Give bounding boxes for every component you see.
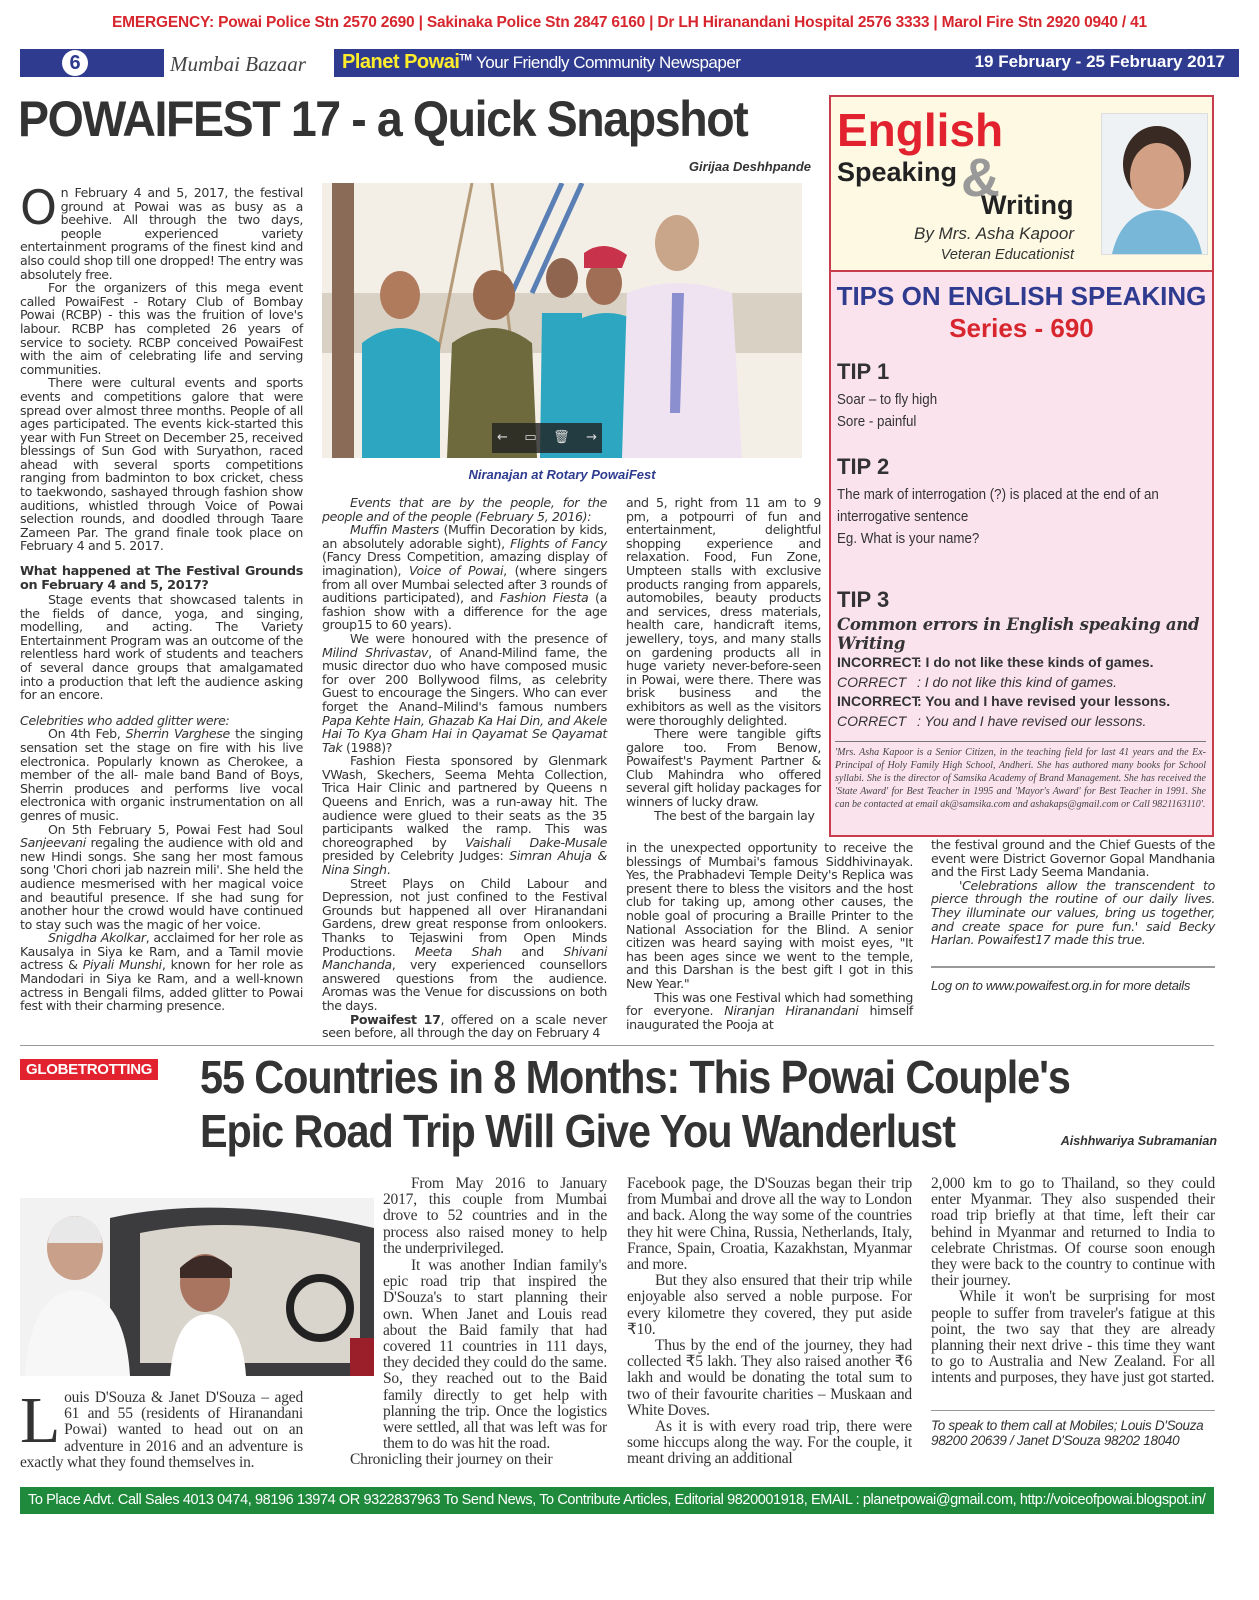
photo-caption: Niranajan at Rotary PowaiFest <box>468 467 656 482</box>
dropcap: O <box>20 181 57 236</box>
paragraph: There were tangible gifts galore too. From Benow, Powaifest's Payment Partner & Club Mahindra who offered several gift holiday packages for winners of lucky draw. <box>626 726 821 810</box>
paragraph: There were cultural events and sports events and competitions galore that were spread over almost three months. People of all ages participated. The events kick-started this year with Fun Street on December 25, received blessings of Sun God with Suryathon, raced ahead with several sports competitions ranging from badminton to box cricket, chess to taekwondo, sashayed through fashion show auditions, whistled through Voice of Powai selection rounds, and doodled through Taare Zameen Par. The grand finale took place on February 4 and 5. 2017. <box>20 375 303 554</box>
article2-column-4 <box>931 1176 1215 1387</box>
text: , (where singers from all over Mumbai selected after 3 rounds of auditions participated), and <box>322 562 607 606</box>
tip-3 <box>837 587 1207 731</box>
tip-subheading: Common errors in English speaking and Writing <box>837 615 1200 653</box>
paragraph: Thus by the end of the journey, they had collected ₹5 lakh. They also raised another ₹6 lakh and would be donating the total sum to two of their favourite charities – Muskaan and White Doves. <box>627 1337 912 1419</box>
paragraph: in the unexpected opportunity to receive the blessings of Mumbai's famous Siddhivinayak. Yes, the Prabhadevi Temple Deity's Replica was present there to bless the visitors and the host club for taking up, among other causes, the noble goal of procuring a Braille Printer to the National Association for the Blind. A senior citizen was heard saying with moist eyes, "It has been ages since we went to the temple, and this Darshan is the best gift I got in this New Year." <box>626 840 913 991</box>
paragraph: Stage events that showcased talents in the fields of dance, yoga, and singing, modelling, and acting. The Variety Entertainment Program was an outcome of the relentless hard work of students and teachers of several dance groups that amalgamated into a production that left the audience asking for an encore. <box>20 592 303 703</box>
text: regaling the audience with old and new Hindi songs. She sang her most famous song 'Chori chori jab nazrein mili'. She held the audience mesmerised with her magical voice and beautiful presence. If she had sung for another hour the crowd would have continued to stay such was the magic of her voice. <box>20 835 303 932</box>
text: (1988)? <box>342 739 393 755</box>
row-label: INCORRECT <box>837 693 921 709</box>
row-label: CORRECT <box>837 673 907 690</box>
section-tag: GLOBETROTTING <box>20 1059 158 1080</box>
text: (Fancy Dress Competition, amazing display of imagination), <box>322 549 607 578</box>
paragraph: But they also ensured that their trip while enjoyable also served a noble purpose. For every kilometre they covered, they put aside ₹10. <box>627 1272 912 1338</box>
row-text: : You and I have revised your lessons. <box>917 693 1171 709</box>
footer-advert-bar: To Place Advt. Call Sales 4013 0474, 98196 13974 OR 9322837963 To Send News, To Contribute Articles, Editorial 9820001918, EMAIL : planetpowai@gmail.com, http://voiceofpowai.blogspot.in/ <box>20 1487 1214 1514</box>
tip-line: interrogative sentence <box>837 509 969 525</box>
brand-bar <box>334 49 1239 77</box>
english-box-header <box>831 97 1212 272</box>
couple-car-illustration <box>20 1198 374 1376</box>
brand-logo <box>342 51 471 74</box>
tip-line: Eg. What is your name? <box>837 531 980 547</box>
text: himself inaugurated the Pooja at <box>626 1003 913 1032</box>
contact-info: To speak to them call at Mobiles; Louis D'Souza 98200 20639 / Janet D'Souza 98202 18040 <box>931 1418 1204 1448</box>
event-name: Voice of Powai <box>408 562 504 578</box>
text: We were honoured with the presence of <box>350 630 607 646</box>
ampersand: & <box>961 148 1000 208</box>
paragraph <box>322 754 607 876</box>
article1-column-1 <box>20 181 304 1014</box>
article2-headline <box>200 1050 1070 1158</box>
text: and <box>501 943 564 959</box>
english-tips-box <box>829 95 1214 837</box>
paragraph: Chronicling their journey on their <box>350 1451 553 1469</box>
person-name: Shivani Manchanda <box>322 943 607 973</box>
text: . <box>386 862 391 878</box>
song-names: Papa Kehte Hain, Ghazab Ka Hai Din, and Akele Hai To Kya Gham Hai in Qayamat Se Qayamat Tak <box>322 712 607 755</box>
divider <box>931 1410 1215 1411</box>
celebrities-intro: Celebrities who added glitter were: <box>20 712 230 728</box>
english-title: English <box>837 104 1004 156</box>
paragraph <box>20 727 303 822</box>
paragraph: the festival ground and the Chief Guests of the event were District Governor Gopal Mandhania and the First Lady Seema Mandania. <box>931 837 1215 880</box>
section-name: Mumbai Bazaar <box>170 52 306 76</box>
article2-column-3 <box>627 1176 912 1468</box>
author-portrait <box>1102 114 1207 254</box>
tip-line: Soar – to fly high <box>837 392 938 408</box>
masthead-band <box>20 49 1239 77</box>
article1-photo <box>322 183 802 458</box>
speaking-label: Speaking <box>837 157 958 187</box>
person-name: Snigdha Akolkar <box>48 930 146 946</box>
paragraph: Facebook page, the D'Souzas began their trip from Mumbai and drove all the way to London and back. Along the way some of the countries they hit were China, Russia, Netherlands, Italy, France, Spain, Croatia, Kazakhstan, Myanmar and more. <box>627 1175 912 1274</box>
section-divider <box>20 1045 1214 1046</box>
error-row <box>837 673 1207 693</box>
person-name: Sanjeevani <box>20 835 86 851</box>
text: Street Plays on Child Labour and Depression, not just confined to the Festival Grounds but happened all over Hiranandani Gardens, drew great response from onlookers. Thanks to Tejaswini from Open Minds Productions. <box>322 875 607 959</box>
author-role: Veteran Educationist <box>940 247 1074 263</box>
page-number-block <box>20 49 164 77</box>
text: This was one Festival which had something for everyone. <box>626 989 913 1019</box>
article2-byline: Aishhwariya Subramanian <box>1060 1134 1217 1148</box>
series-number: Series - 690 <box>949 313 1094 343</box>
paragraph: While it won't be surprising for most people to suffer from traveler's fatigue at this point, the two say that they are already planning their next drive - this time they want to go to Australia and New Zealand. For all intents and purposes, they have just got started. <box>931 1288 1215 1387</box>
text: , acclaimed for her role as Kausalya in Siya ke Ram, and a Tamil movie actress & <box>20 930 304 973</box>
person-name: Sherrin Varghese <box>125 726 230 742</box>
person-name: Niranjan Hiranandani <box>724 1003 859 1019</box>
paragraph <box>626 991 913 1032</box>
photo-viewer-controls <box>497 430 597 445</box>
arrow-left-icon[interactable]: ← <box>497 430 508 445</box>
article1-column-3-continued <box>626 841 913 1031</box>
paragraph: ouis D'Souza & Janet D'Souza – aged 61 and 55 (residents of Hiranandani Powai) wanted to head out on an adventure in 2016 and an adventure is exactly what they found themselves in. <box>20 1389 303 1471</box>
article2-column-2-continued <box>322 1258 607 1469</box>
article1-column-2 <box>322 496 607 1040</box>
author-name: By Mrs. Asha Kapoor <box>914 224 1074 243</box>
event-name: Flights of Fancy <box>510 535 607 551</box>
article1-column-4 <box>931 838 1215 947</box>
page-number: 6 <box>62 50 88 76</box>
person-name: Vaishali Dake-Musale <box>465 834 607 850</box>
paragraph: 2,000 km to go to Thailand, so they could enter Myanmar. They also suspended their road trip briefly at that time, left their car behind in Myanmar and returned to India to celebrate Christmas. Of course soon enough they were back to the country to continue with their journey. <box>931 1175 1215 1290</box>
paragraph <box>322 632 607 754</box>
paragraph: As it is with every road trip, there were some hiccups along the way. For the couple, it meant driving an additional <box>627 1418 912 1468</box>
paragraph <box>20 823 303 932</box>
headline-line: 55 Countries in 8 Months: This Powai Couple's <box>200 1051 1070 1103</box>
arrow-right-icon[interactable]: → <box>586 430 597 445</box>
text: , of Anand-Milind fame, the music director duo who have composed music for over 200 Bollywood films, as celebrity Guest to encourage the Singers. Who can ever forget the Anand–Milind's famous numbers <box>322 644 608 714</box>
headline-line: Epic Road Trip Will Give You Wanderlust <box>200 1105 955 1157</box>
text: (Muffin Decoration by kids, an absolutely adorable sight), <box>322 522 607 551</box>
paragraph: Events that are by the people, for the people and of the people (February 5, 2016): <box>322 495 607 524</box>
row-text: : I do not like this kind of games. <box>917 673 1117 690</box>
brand-tagline: Your Friendly Community Newspaper <box>476 53 741 72</box>
bold-text: Powaifest 17 <box>350 1011 441 1027</box>
author-bio: 'Mrs. Asha Kapoor is a Senior Citizen, in the teaching field for last 41 years and the Ex-Principal of Holy Family High School, Andheri. She has authored many books for School syllabi. She is the director of Samsika Academy of Brand Management. She has received the 'State Award' for Best Teacher in 1995 and 'Mayor's Award' for Best Teacher in 1991. She can be contacted at email ak@samsika.com and ashakaps@gmail.com or Call 9821163110'. <box>835 741 1206 811</box>
paragraph: From May 2016 to January 2017, this couple from Mumbai drove to 52 countries and in the process also raised money to help the underprivileged. <box>383 1175 607 1257</box>
person-name: Simran Ahuja & Nina Singh <box>322 848 607 878</box>
tip-1 <box>837 359 946 433</box>
row-label: INCORRECT <box>837 654 921 670</box>
person-name: Milind Shrivastav <box>322 644 429 660</box>
article2-column-2 <box>383 1176 607 1257</box>
tip-heading: TIP 2 <box>837 454 890 479</box>
article1-headline: POWAIFEST 17 - a Quick Snapshot <box>18 91 748 147</box>
article2-column-1 <box>20 1384 303 1471</box>
trademark: TM <box>459 52 472 63</box>
event-name: Muffin Masters <box>350 522 439 538</box>
paragraph: The best of the bargain lay <box>654 807 815 823</box>
text: the singing sensation set the stage on fire with his live electronica. Popularly known as Cherokee, a member of the all- male band Band of Boys, Sherrin produces and performs live vocal electronica with organic instrumentation on all genres of music. <box>20 726 303 823</box>
person-name: Piyali Munshi <box>82 957 162 973</box>
error-row <box>837 692 1207 712</box>
quote: 'Celebrations allow the transcendent to pierce through the routine of our daily lives. They illuminate our values, bring us together, and create space for pure fun.' said Becky Harlan. Powaifest17 made this true. <box>931 877 1215 948</box>
tip-2 <box>837 454 1187 550</box>
paragraph: For the organizers of this mega event called PowaiFest - Rotary Club of Bombay Powai (RCBP) - this was the fruition of love's labour. RCBP has completed 26 years of service to society. RCBP conceived PowaiFest with the aim of celebrating life and serving communities. <box>20 280 303 377</box>
error-row <box>837 712 1207 732</box>
row-text: : You and I have revised our lessons. <box>917 712 1147 729</box>
text: , known for her role as Mandodari in Siya ke Ram, and a well-known actress in Bengali films, added glitter to Powai fest with their charming presence. <box>20 957 303 1014</box>
text: , very experienced counsellors answered questions from the audience. Aromas was the Venue for discussions on both the days. <box>322 957 607 1013</box>
tip-line: Sore - painful <box>837 414 917 430</box>
subheading: What happened at The Festival Grounds on February 4 and 5, 2017? <box>20 564 303 594</box>
error-row <box>837 653 1207 673</box>
paragraph <box>322 877 607 1013</box>
tips-title: TIPS ON ENGLISH SPEAKING <box>836 281 1207 311</box>
event-name: Fashion Fiesta <box>499 590 589 606</box>
text: On 5th February 5, Powai Fest had Soul <box>48 821 303 837</box>
emergency-numbers-bar: EMERGENCY: Powai Police Stn 2570 2690 | Sakinaka Police Stn 2847 6160 | Dr LH Hiranandani Hospital 2576 3333 | Marol Fire Stn 2920 0940 / 41 <box>112 14 1147 31</box>
text: , offered on a scale never seen before, all through the day on February 4 <box>322 1011 607 1041</box>
article1-column-3 <box>626 496 821 822</box>
tip-line: The mark of interrogation (?) is placed at the end of an <box>837 487 1159 503</box>
couple-photo <box>20 1198 374 1376</box>
text: On 4th Feb, <box>48 726 126 742</box>
writing-label: Writing <box>981 190 1074 220</box>
person-name: Meeta Shah <box>414 943 502 959</box>
paragraph <box>20 931 303 1013</box>
image-icon[interactable]: ▭ <box>524 430 537 445</box>
divider <box>931 966 1215 968</box>
event-photo-illustration <box>322 183 802 458</box>
text: presided by Celebrity Judges: <box>322 848 510 864</box>
brand-name: Planet Powai <box>342 51 460 73</box>
website-link[interactable]: Log on to www.powaifest.org.in for more details <box>931 978 1191 993</box>
paragraph <box>322 523 607 632</box>
issue-dates: 19 February - 25 February 2017 <box>974 52 1225 71</box>
article1-byline: Girijaa Deshhpande <box>688 159 811 174</box>
dropcap: L <box>20 1384 61 1457</box>
trash-icon[interactable]: 🗑 <box>553 430 570 445</box>
text: (a fashion show with a difference for the age group15 to 60 years). <box>322 590 607 633</box>
author-photo <box>1101 113 1208 255</box>
paragraph: n February 4 and 5, 2017, the festival ground at Powai was as busy as a beehive. All through the two days, people experienced variety entertainment programs of the finest kind and also could shop till one dropped! The entry was absolutely free. <box>20 185 303 282</box>
tip-heading: TIP 1 <box>837 359 890 384</box>
tip-heading: TIP 3 <box>837 587 890 612</box>
row-label: CORRECT <box>837 712 907 729</box>
paragraph <box>322 1013 607 1040</box>
paragraph: It was another Indian family's epic road trip that inspired the D'Souza's to start planning their own. When Janet and Louis read about the Baid family that had covered 11 countries in 111 days, they decided they could do the same. So, they reached out to the Baid family directly to get help with planning the trip. Once the logistics were settled, all that was left was for them to do was hit the road. <box>383 1257 607 1453</box>
text: Fashion Fiesta sponsored by Glenmark VWash, Skechers, Seema Mehta Collection, Trica Hair Clinic and partnered by Queens n Queens and Enrich, was a run-away hit. The audience were glued to their seats as the 35 participants walked the ramp. This was choreographed by <box>322 753 607 850</box>
row-text: : I do not like these kinds of games. <box>917 654 1154 670</box>
paragraph: and 5, right from 11 am to 9 pm, a potpourri of fun and entertainment, delightful shopping experience and relaxation. Food, Fun Zone, Umpteen stalls with exclusive products ranging from apparels, automobiles, beauty products and services, dress materials, health care, handicraft items, jewellery, toys, and many stalls on gardening products all in huge variety never-before-seen in Powai, were there. There was brisk business and the exhibitors as well as the visitors were thoroughly delighted. <box>626 495 821 728</box>
